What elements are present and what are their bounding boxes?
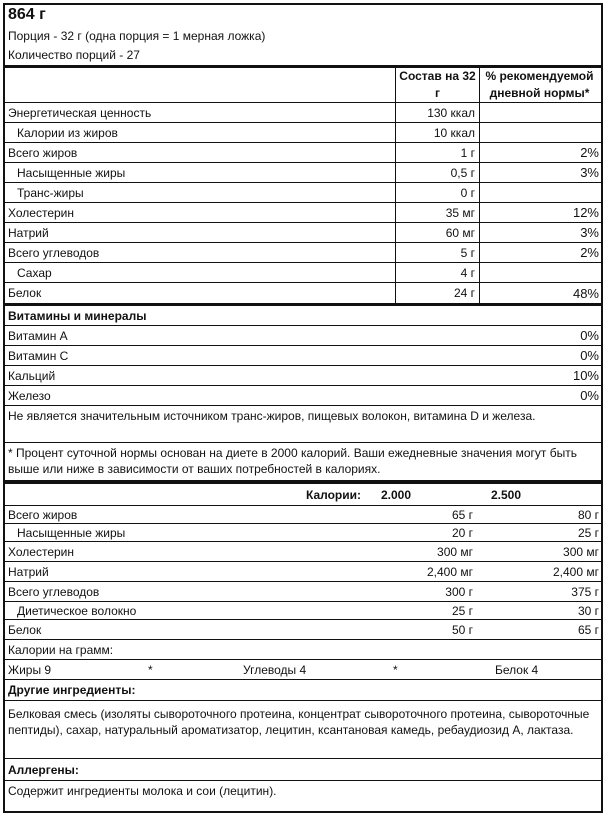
daily-value-2000: 50 г: [451, 622, 473, 637]
daily-value-row: [5, 542, 601, 562]
amount-header: Состав на 32 г: [395, 68, 479, 102]
daily-name: Всего жиров: [8, 507, 78, 522]
nutrient-amount: 5 г: [395, 243, 479, 262]
vitamin-dv: 10%: [572, 368, 599, 383]
nutrient-dv: [479, 263, 601, 282]
nutrient-amount: 35 мг: [395, 203, 479, 222]
vitamin-name: Витамин А: [8, 328, 68, 343]
vitamin-row: [5, 366, 601, 386]
daily-name: Натрий: [8, 564, 49, 579]
daily-value-2000: 2,400 мг: [427, 564, 473, 579]
vitamin-dv: 0%: [580, 328, 599, 343]
ingredients-title: Другие ингредиенты:: [5, 680, 601, 701]
daily-name: Всего углеводов: [8, 584, 100, 599]
daily-value-2500: 80 г: [577, 507, 599, 522]
nutrient-row: [5, 123, 601, 143]
calories-per-gram-title: Калории на грамм:: [5, 640, 601, 660]
nutrient-amount: 60 мг: [395, 223, 479, 242]
vitamin-name: Витамин С: [8, 348, 69, 363]
nutrient-row: [5, 223, 601, 243]
nutrient-amount: 1 г: [395, 143, 479, 162]
vitamin-name: Железо: [8, 388, 51, 403]
nutrient-name: Сахар: [17, 265, 52, 280]
allergens-text: Содержит ингредиенты молока и сои (лецитин).: [8, 784, 277, 798]
nutrient-name: Всего жиров: [8, 145, 78, 160]
nutrient-row: [5, 143, 601, 163]
vitamins-header: Витамины и минералы: [5, 306, 601, 326]
vitamins-table: [5, 326, 601, 406]
nutrient-row: [5, 263, 601, 283]
nutrient-dv: 3%: [479, 163, 601, 182]
net-weight: 864 г: [8, 6, 46, 23]
daily-value-row: [5, 562, 601, 582]
daily-value-2000: 300 мг: [437, 544, 473, 559]
nutrient-name: Натрий: [8, 225, 49, 240]
nutrient-dv: 3%: [479, 223, 601, 242]
daily-value-row: [5, 582, 601, 602]
vitamin-row: [5, 326, 601, 346]
nutrient-amount: 4 г: [395, 263, 479, 282]
nutrient-dv: [479, 103, 601, 122]
vitamin-name: Кальций: [8, 368, 56, 383]
daily-value-2500: 25 г: [577, 525, 599, 540]
daily-value-row: [5, 506, 601, 524]
daily-value-2500: 2,400 мг: [553, 564, 599, 579]
nutrition-facts-label: [3, 3, 603, 813]
nutrient-amount: 10 ккал: [395, 123, 479, 142]
vitamin-row: [5, 386, 601, 406]
daily-value-2000: 300 г: [445, 584, 473, 599]
nutrient-row: [5, 163, 601, 183]
nutrient-dv: 2%: [479, 143, 601, 162]
nutrient-name: Всего углеводов: [8, 245, 100, 260]
daily-value-2500: 30 г: [577, 603, 599, 618]
ingredients-text: Белковая смесь (изоляты сывороточного протеина, концентрат сывороточного протеина, сывороточные пептиды), сахар, натуральный ароматизатор, лецитин, ксантановая камедь, ребаудиозид А, лактаза.: [5, 701, 601, 759]
dv-header: % рекомендуемой дневной нормы*: [479, 68, 601, 102]
nutrient-amount: 0,5 г: [395, 163, 479, 182]
nutrient-name: Насыщенные жиры: [17, 165, 126, 180]
nutrient-amount: 130 ккал: [395, 103, 479, 122]
daily-values-table: [5, 506, 601, 640]
allergens-title: Аллергены:: [5, 759, 601, 781]
daily-name: Холестерин: [8, 544, 74, 559]
nutrient-name: Энергетическая ценность: [8, 105, 152, 120]
calories-header: Калории: 2.000 2.500: [5, 484, 601, 506]
nutrient-dv: 12%: [479, 203, 601, 222]
calories-per-gram: Жиры 9 * Углеводы 4 * Белок 4: [5, 660, 601, 680]
daily-value-footnote: * Процент суточной нормы основан на диете в 2000 калорий. Ваши ежедневные значения могут быть выше или ниже в зависимости от ваших потребностей в калориях.: [5, 443, 601, 484]
vitamin-dv: 0%: [580, 348, 599, 363]
daily-value-2000: 65 г: [451, 507, 473, 522]
nutrient-dv: [479, 183, 601, 202]
servings-count: Количество порций - 27: [5, 46, 601, 68]
nutrients-table: [5, 103, 601, 306]
daily-name: Белок: [8, 622, 42, 637]
daily-value-2000: 25 г: [451, 603, 473, 618]
daily-value-2500: 65 г: [577, 622, 599, 637]
daily-name: Диетическое волокно: [17, 603, 137, 618]
vitamin-row: [5, 346, 601, 366]
nutrient-row: [5, 183, 601, 203]
nutrient-name: Белок: [8, 286, 42, 300]
daily-value-row: [5, 620, 601, 640]
nutrient-dv: [479, 123, 601, 142]
vitamin-dv: 0%: [580, 388, 599, 403]
nutrient-row: [5, 103, 601, 123]
serving-size: Порция - 32 г (одна порция = 1 мерная ложка): [8, 29, 266, 43]
table-header: [5, 68, 601, 103]
trans-fat-note: Не является значительным источником транс-жиров, пищевых волокон, витамина D и железа.: [5, 406, 601, 443]
nutrient-name: Калории из жиров: [17, 125, 118, 140]
daily-value-2500: 300 мг: [563, 544, 599, 559]
daily-value-row: [5, 524, 601, 542]
nutrient-name: Холестерин: [8, 205, 74, 220]
nutrient-row: [5, 243, 601, 263]
nutrient-amount: 24 г: [395, 283, 479, 303]
daily-value-2000: 20 г: [451, 525, 473, 540]
nutrient-name: Транс-жиры: [17, 185, 84, 200]
nutrient-amount: 0 г: [395, 183, 479, 202]
nutrient-dv: 48%: [479, 283, 601, 303]
daily-name: Насыщенные жиры: [17, 525, 126, 540]
daily-value-row: [5, 602, 601, 620]
nutrient-dv: 2%: [479, 243, 601, 262]
nutrient-row: [5, 203, 601, 223]
nutrient-row: [5, 283, 601, 306]
daily-value-2500: 375 г: [571, 584, 599, 599]
